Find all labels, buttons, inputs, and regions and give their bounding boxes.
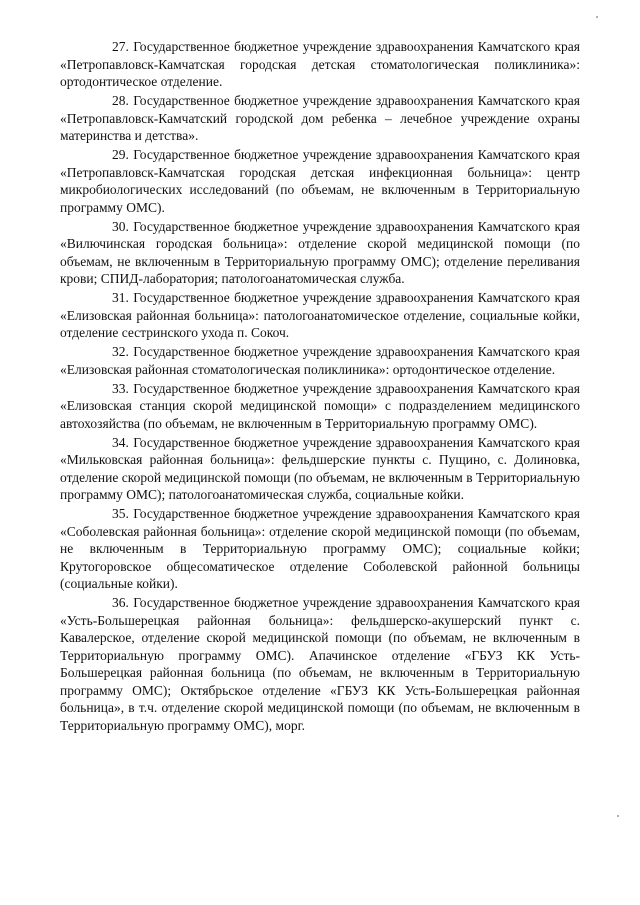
list-item-28: 28. Государственное бюджетное учреждение здравоохранения Камчатского края «Петропавловск-Камчатский городской дом ребенка – лечебное учреждение охраны материнства и детства». xyxy=(60,93,580,143)
list-item-34: 34. Государственное бюджетное учреждение здравоохранения Камчатского края «Мильковская районная больница»: фельдшерские пункты с. Пущино, с. Долиновка, отделение скорой медицинской помощи (по объемам, не включенным в Территориальную программу ОМС); патологоанатомическая служба, социальные койки. xyxy=(60,434,580,502)
list-item-29: 29. Государственное бюджетное учреждение здравоохранения Камчатского края «Петропавловск-Камчатская городская детская инфекционная больница»: центр микробиологических исследований (по объемам, не включенным в Территориальную программу ОМС). xyxy=(60,147,580,215)
list-item-31: 31. Государственное бюджетное учреждение здравоохранения Камчатского края «Елизовская районная больница»: патологоанатомическое отделение, социальные койки, отделение сестринского ухода п. Сокоч. xyxy=(60,290,580,340)
list-item-33: 33. Государственное бюджетное учреждение здравоохранения Камчатского края «Елизовская станция скорой медицинской помощи» с подразделением медицинского автохозяйства (по объемам, не включенным в Территориальную программу ОМС). xyxy=(60,380,580,431)
document-body xyxy=(60,38,580,736)
list-item-36: 36. Государственное бюджетное учреждение здравоохранения Камчатского края «Усть-Большерецкая районная больница»: фельдшерско-акушерский пункт с. Кавалерское, отделение скорой медицинской помощи (по объемам, не включенным в Территориальную программу ОМС). Апачинское отделение «ГБУЗ КК Усть-Большерецкая районная больница (по объемам, не включенным в Территориальную программу ОМС); Октябрьское отделение «ГБУЗ КК Усть-Большерецкая районная больница», в т.ч. отделение скорой медицинской помощи (по объемам, не включенным в Территориальную программу ОМС), морг. xyxy=(60,595,580,733)
list-item-27: 27. Государственное бюджетное учреждение здравоохранения Камчатского края «Петропавловск-Камчатская городская детская стоматологическая поликлиника»: ортодонтическое отделение. xyxy=(60,39,580,89)
scan-speck xyxy=(596,16,598,18)
list-item-35: 35. Государственное бюджетное учреждение здравоохранения Камчатского края «Соболевская районная больница»: отделение скорой медицинской помощи (по объемам, не включенным в Территориальную программу ОМС); социальные койки; Крутогоровское общесоматическое отделение Соболевской районной больницы (социальные койки). xyxy=(60,506,580,591)
list-item-32: 32. Государственное бюджетное учреждение здравоохранения Камчатского края «Елизовская районная стоматологическая поликлиника»: ортодонтическое отделение. xyxy=(60,344,580,377)
scan-speck xyxy=(617,815,619,817)
list-item-30: 30. Государственное бюджетное учреждение здравоохранения Камчатского края «Вилючинская городская больница»: отделение скорой медицинской помощи (по объемам, не включенным в Территориальную программу ОМС); отделение переливания крови; СПИД-лаборатория; патологоанатомическая служба. xyxy=(60,218,580,286)
